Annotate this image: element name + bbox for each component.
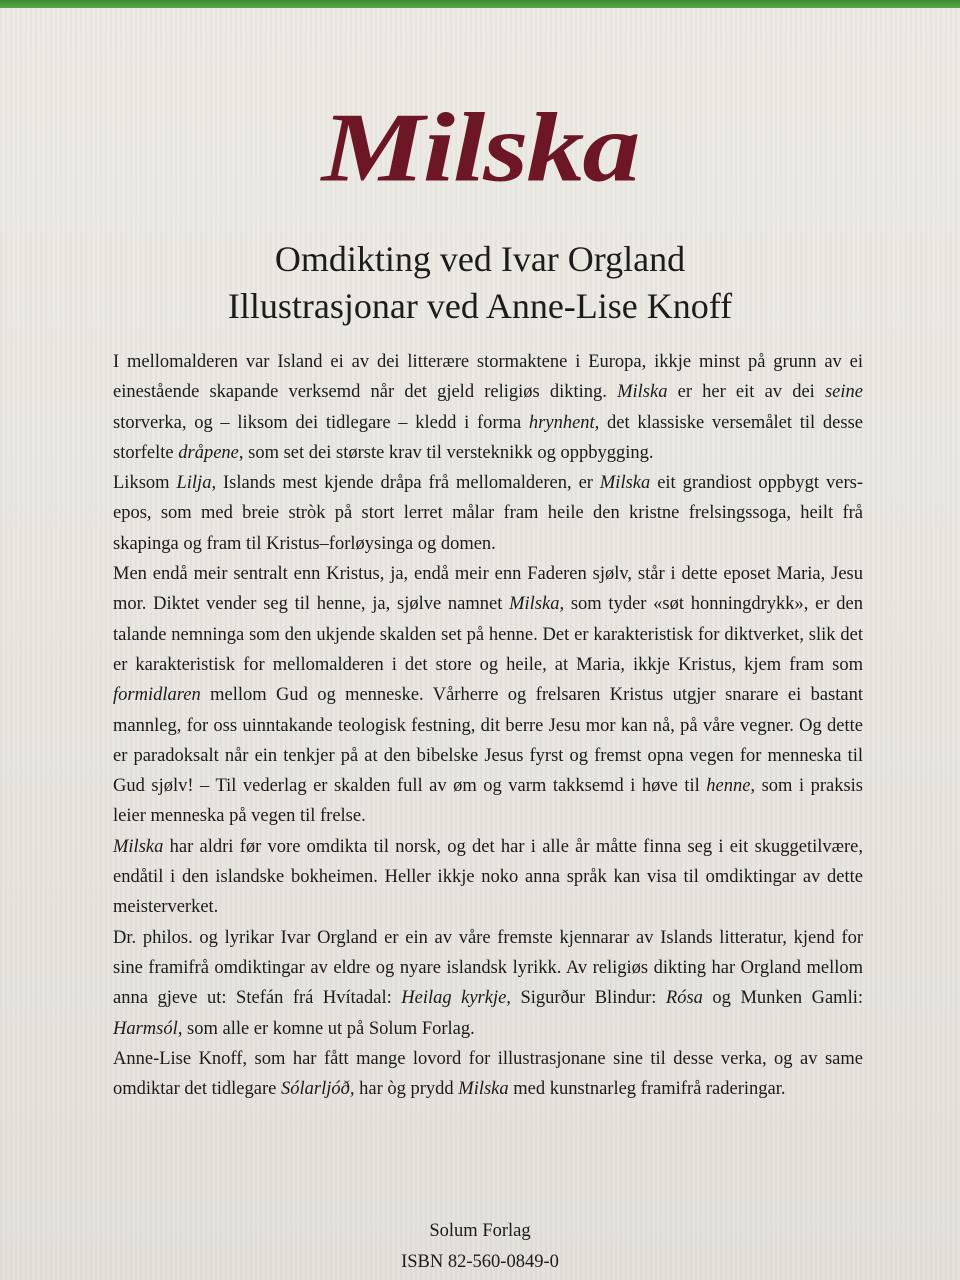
paragraph-4: Milska har aldri før vore omdikta til norsk, og det har i alle år måtte finna seg i eit skuggetilvære, endåtil i den islandske bokheimen. Heller ikkje noko anna språk kan visa til omdiktingar av dette meisterverket. [113, 836, 863, 918]
paragraph-2: Liksom Lilja, Islands mest kjende dråpa frå mellomalderen, er Milska eit grandiost oppbygt vers-epos, som med breie stròk på stort lerret målar fram heile den kristne frelsingssoga, heilt frå skapinga og fram til Kristus–forløysinga og domen. [113, 473, 864, 554]
paragraph-6: Anne-Lise Knoff, som har fått mange lovord for illustrasjonane sine til desse verka, og av same omdiktar det tidlegare Sólarljóð, har òg prydd Milska med kunstnarleg framifrå raderingar. [113, 1048, 863, 1100]
isbn-number: ISBN 82-560-0849-0 [401, 1252, 559, 1272]
paragraph-5: Dr. philos. og lyrikar Ivar Orgland er ein av våre fremste kjennarar av Islands litteratur, kjend for sine framifrå omdiktingar av eldre og nyare islandsk lyrikk. Av religiøs dikting har Orgland mellom anna gjeve ut: Stefán frá Hvítadal: Heilag kyrkje, Sigurður Blindur: Rósa og Munken Gamli: Harmsól, som alle er komne ut på Solum Forlag. [113, 927, 863, 1039]
paragraph-3: Men endå meir sentralt enn Kristus, ja, endå meir enn Faderen sjølv, står i dette eposet Maria, Jesu mor. Diktet vender seg til henne, ja, sjølve namnet Milska, som tyder «søt honningdrykk», er den talande nemninga som den ukjende skalden set på henne. Det er karakteristisk for diktverket, slik det er karakteristisk for mellomalderen i det store og heile, at Maria, ikkje Kristus, kjem fram som formidlaren mellom Gud og menneske. Vårherre og frelsaren Kristus utgjer snarare ei bastant mannleg, for oss uinntakande teologisk festning, dit berre Jesu mor kan nå, på våre vegner. Og dette er paradoksalt når ein tenkjer på at den bibelske Jesus fyrst og fremst opna vegen for menneska til Gud sjølv! – Til vederlag er skalden full av øm og varm takksemd i høve til henne, som i praksis leier menneska på vegen til frelse. [113, 564, 864, 827]
blurb-text [113, 347, 863, 1104]
book-title: Milska [321, 93, 639, 203]
translator-credit: Omdikting ved Ivar Orgland [274, 239, 686, 279]
publisher-name: Solum Forlag [429, 1221, 531, 1241]
cover-edge-strip [0, 0, 960, 8]
paragraph-1: I mellomalderen var Island ei av dei litterære stormaktene i Europa, ikkje minst på grunn av ei einestående skapande verksemd når det gjeld religiøs dikting. Milska er her eit av dei seine storverka, og – liksom dei tidlegare – kledd i forma hrynhent, det klassiske versemålet til desse storfelte dråpene, som set dei største krav til versteknikk og oppbygging. [113, 352, 863, 463]
illustrator-credit: Illustrasjonar ved Anne-Lise Knoff [227, 286, 733, 326]
